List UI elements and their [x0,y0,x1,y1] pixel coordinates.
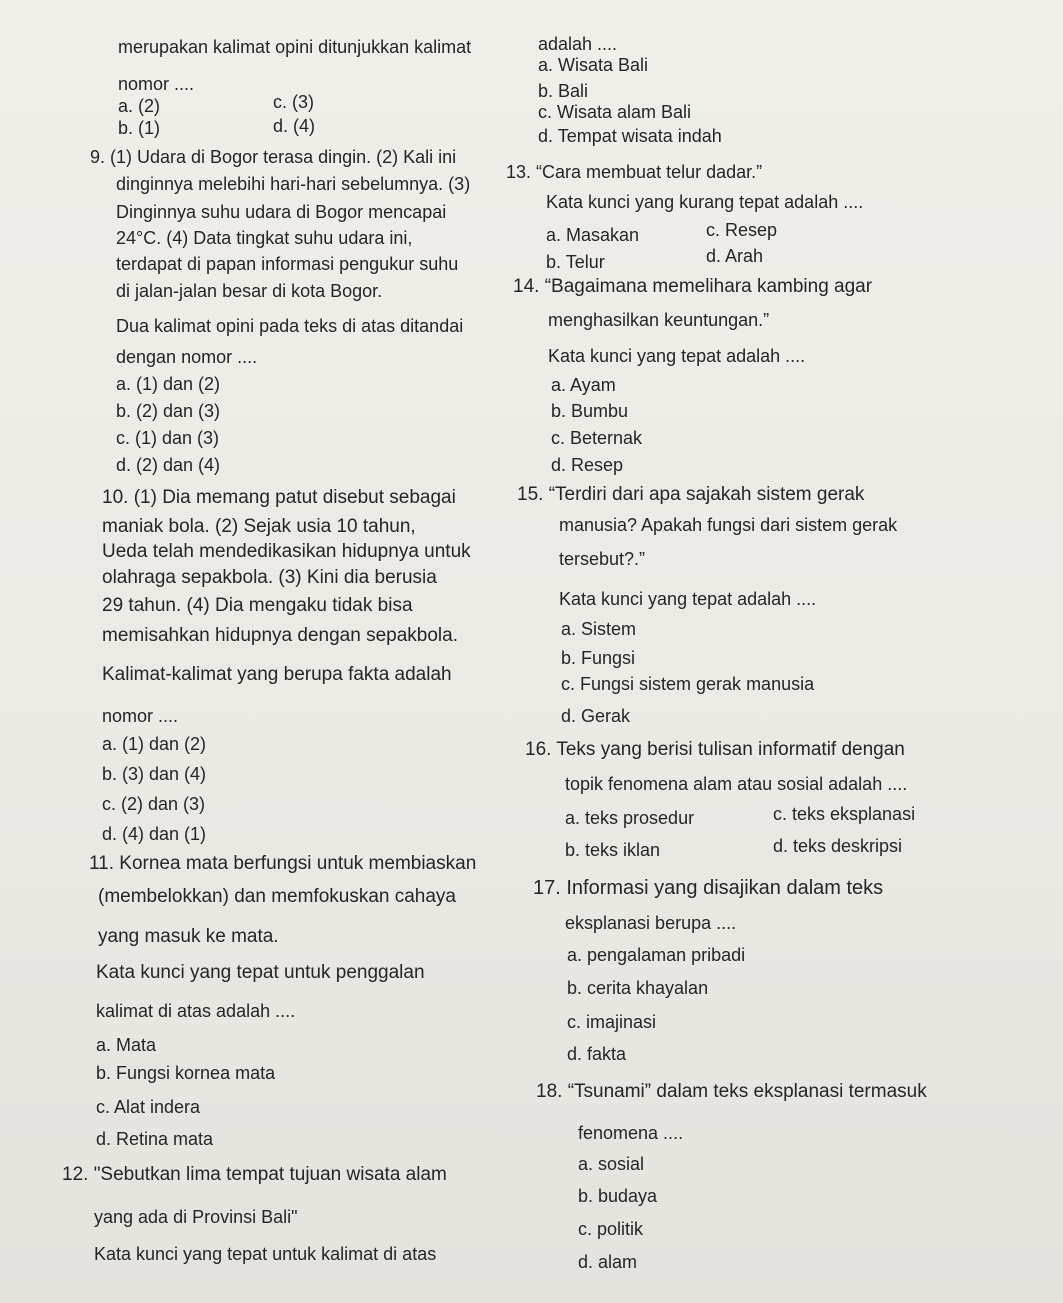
q10-stem-line: 10. (1) Dia memang patut disebut sebagai [102,487,456,508]
q8-option-b: b. (1) [118,118,161,138]
q17-stem-line: 17. Informasi yang disajikan dalam teks [533,877,884,899]
q15-stem-line: 15. “Terdiri dari apa sajakah sistem gerak [517,484,865,505]
q10-stem-line: olahraga sepakbola. (3) Kini dia berusia [102,567,437,588]
q11-option-b: b. Fungsi kornea mata [96,1063,276,1083]
q16-option-d: d. teks deskripsi [773,836,903,856]
q12-stem-line: yang ada di Provinsi Bali" [94,1207,298,1227]
q18-option-d: d. alam [578,1252,638,1272]
q9-option-b: b. (2) dan (3) [116,401,221,421]
q16-stem-line: topik fenomena alam atau sosial adalah .... [565,774,908,794]
q10-stem-line: maniak bola. (2) Sejak usia 10 tahun, [102,516,416,537]
q15-option-a: a. Sistem [561,619,637,639]
q9-stem-line: Dinginnya suhu udara di Bogor mencapai [116,202,447,222]
q18-option-b: b. budaya [578,1186,658,1206]
q15-stem-line: Kata kunci yang tepat adalah .... [559,589,817,609]
q15-stem-line: tersebut?.” [559,549,646,569]
q9-stem-line: dinginnya melebihi hari-hari sebelumnya. (3) [116,174,471,194]
q10-stem-line: memisahkan hidupnya dengan sepakbola. [102,625,458,646]
q17-option-c: c. imajinasi [567,1012,657,1032]
q12-answer-lead: adalah .... [538,34,618,54]
q9-stem-line: 24°C. (4) Data tingkat suhu udara ini, [116,228,413,248]
q16-option-a: a. teks prosedur [565,808,695,828]
q13-stem-line: Kata kunci yang kurang tepat adalah .... [546,192,864,212]
q9-option-a: a. (1) dan (2) [116,374,221,394]
q13-stem-line: 13. “Cara membuat telur dadar.” [506,162,763,182]
q18-option-c: c. politik [578,1219,644,1239]
q17-option-d: d. fakta [567,1044,627,1064]
q10-option-a: a. (1) dan (2) [102,734,207,754]
q9-stem-line: dengan nomor .... [116,347,258,367]
q11-stem-line: Kata kunci yang tepat untuk penggalan [96,962,425,983]
q10-option-b: b. (3) dan (4) [102,764,207,784]
q12-option-a: a. Wisata Bali [538,55,649,75]
q11-stem-line: yang masuk ke mata. [98,926,279,947]
q13-option-d: d. Arah [706,246,764,266]
q14-stem-line: menghasilkan keuntungan.” [548,310,770,330]
q10-stem-line: 29 tahun. (4) Dia mengaku tidak bisa [102,595,413,616]
q9-option-d: d. (2) dan (4) [116,455,221,475]
q18-stem-line: 18. “Tsunami” dalam teks eksplanasi termasuk [536,1081,927,1102]
q12-option-c: c. Wisata alam Bali [538,102,692,122]
q14-option-d: d. Resep [551,455,624,475]
q8-option-d: d. (4) [273,116,316,136]
q11-stem-line: kalimat di atas adalah .... [96,1001,296,1021]
q8-option-c: c. (3) [273,92,315,112]
q9-stem-line: terdapat di papan informasi pengukur suhu [116,254,459,274]
q8-stem-line: merupakan kalimat opini ditunjukkan kalimat [118,37,472,57]
q12-option-b: b. Bali [538,81,589,101]
q18-option-a: a. sosial [578,1154,645,1174]
q10-option-c: c. (2) dan (3) [102,794,206,814]
q12-stem-line: Kata kunci yang tepat untuk kalimat di atas [94,1244,437,1264]
q15-option-b: b. Fungsi [561,648,636,668]
q13-option-b: b. Telur [546,252,605,272]
q16-option-c: c. teks eksplanasi [773,804,916,824]
q11-stem-line: (membelokkan) dan memfokuskan cahaya [98,886,457,907]
q11-option-a: a. Mata [96,1035,157,1055]
q11-option-d: d. Retina mata [96,1129,214,1149]
q17-option-a: a. pengalaman pribadi [567,945,746,965]
q10-stem-line: nomor .... [102,706,179,726]
q9-stem-line: 9. (1) Udara di Bogor terasa dingin. (2) Kali ini [90,147,457,167]
q10-stem-line: Kalimat-kalimat yang berupa fakta adalah [102,664,452,685]
q13-option-a: a. Masakan [546,225,640,245]
q14-stem-line: 14. “Bagaimana memelihara kambing agar [513,276,873,297]
q14-option-b: b. Bumbu [551,401,629,421]
q18-stem-line: fenomena .... [578,1123,684,1143]
q10-option-d: d. (4) dan (1) [102,824,207,844]
q9-stem-line: Dua kalimat opini pada teks di atas ditandai [116,316,464,336]
q16-option-b: b. teks iklan [565,840,661,860]
q15-option-d: d. Gerak [561,706,631,726]
q12-stem-line: 12. "Sebutkan lima tempat tujuan wisata alam [62,1164,447,1185]
q15-stem-line: manusia? Apakah fungsi dari sistem gerak [559,515,898,535]
q8-option-a: a. (2) [118,96,161,116]
q17-stem-line: eksplanasi berupa .... [565,913,737,933]
q8-stem-line: nomor .... [118,74,195,94]
q9-stem-line: di jalan-jalan besar di kota Bogor. [116,281,383,301]
q16-stem-line: 16. Teks yang berisi tulisan informatif dengan [525,739,905,760]
q13-option-c: c. Resep [706,220,778,240]
q14-stem-line: Kata kunci yang tepat adalah .... [548,346,806,366]
q14-option-c: c. Beternak [551,428,643,448]
q10-stem-line: Ueda telah mendedikasikan hidupnya untuk [102,541,471,562]
q11-stem-line: 11. Kornea mata berfungsi untuk membiaskan [89,853,477,874]
q14-option-a: a. Ayam [551,375,616,395]
q17-option-b: b. cerita khayalan [567,978,709,998]
q11-option-c: c. Alat indera [96,1097,201,1117]
q9-option-c: c. (1) dan (3) [116,428,220,448]
q12-option-d: d. Tempat wisata indah [538,126,722,146]
q15-option-c: c. Fungsi sistem gerak manusia [561,674,815,694]
